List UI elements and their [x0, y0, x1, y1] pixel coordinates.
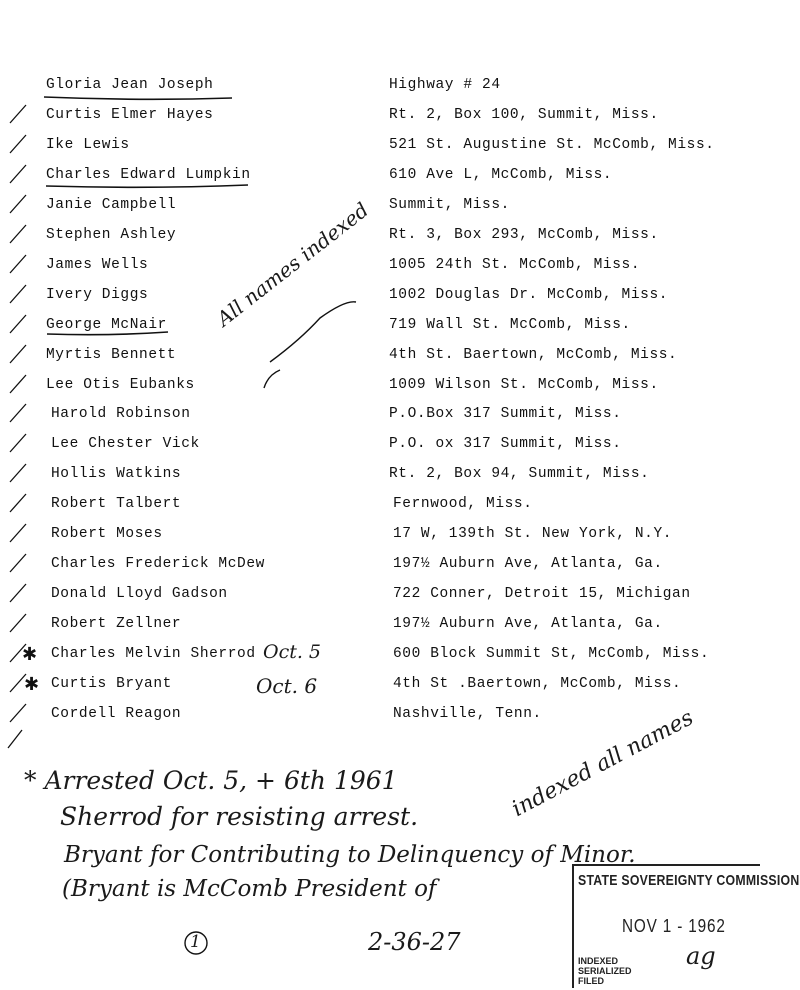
check-mark-icon	[6, 161, 30, 187]
page-number: 1	[190, 932, 201, 952]
person-name: Ivery Diggs	[46, 286, 149, 303]
roster-row	[0, 197, 763, 227]
roster-row	[0, 287, 763, 317]
person-name: Curtis Bryant	[51, 676, 172, 692]
roster-row	[0, 586, 763, 616]
roster-row	[0, 107, 763, 137]
person-address: Fernwood, Miss.	[393, 496, 533, 513]
commission-stamp	[572, 864, 800, 988]
roster-row	[0, 496, 763, 526]
margin-note: All names indexed	[212, 197, 374, 331]
check-mark-icon	[6, 371, 30, 397]
person-name: Cordell Reagon	[51, 705, 182, 722]
stamp-date: NOV 1 - 1962	[622, 916, 726, 936]
person-name: Stephen Ashley	[46, 226, 177, 243]
sherrod-arrest-date: Oct. 5	[263, 641, 322, 663]
person-address: Highway # 24	[389, 77, 501, 93]
person-address: 197½ Auburn Ave, Atlanta, Ga.	[393, 556, 663, 573]
person-address: 600 Block Summit St, McComb, Miss.	[393, 646, 710, 663]
roster-row	[0, 137, 763, 167]
person-address: 197½ Auburn Ave, Atlanta, Ga.	[393, 616, 663, 633]
roster-row	[0, 377, 763, 407]
file-number: 2-36-27	[368, 928, 461, 956]
footnote-line-3: Bryant for Contributing to Delinquency of Minor.	[64, 842, 636, 868]
footnote-line-2: Sherrod for resisting arrest.	[60, 802, 419, 831]
person-name: Robert Moses	[51, 526, 163, 543]
person-name: Charles Melvin Sherrod	[51, 646, 256, 663]
person-name: Robert Zellner	[51, 616, 182, 633]
person-name: Gloria Jean Joseph	[46, 77, 214, 93]
check-mark-icon	[6, 251, 30, 277]
person-name: Harold Robinson	[51, 406, 191, 423]
person-name: Charles Frederick McDew	[51, 556, 265, 573]
roster-row	[0, 436, 763, 466]
roster-row	[0, 466, 763, 496]
roster-row	[0, 167, 763, 197]
roster-row	[0, 556, 763, 586]
person-name: Ike Lewis	[46, 136, 130, 153]
roster-row	[0, 347, 763, 377]
roster-row	[0, 317, 763, 347]
check-mark-icon	[6, 460, 30, 486]
check-mark-icon	[6, 221, 30, 247]
footnote-line-4: (Bryant is McComb President of	[62, 876, 437, 902]
person-name: Lee Chester Vick	[51, 436, 200, 453]
person-name: Janie Campbell	[46, 196, 177, 213]
person-address: 719 Wall St. McComb, Miss.	[389, 316, 631, 333]
person-address: 4th St. Baertown, McComb, Miss.	[389, 346, 678, 363]
check-mark-icon	[6, 520, 30, 546]
roster-row	[0, 676, 763, 706]
svg-text:✱: ✱	[22, 644, 38, 665]
check-mark-icon	[6, 430, 30, 456]
roster-row	[0, 257, 763, 287]
person-name: Donald Lloyd Gadson	[51, 586, 228, 603]
person-name: Charles Edward Lumpkin	[46, 166, 251, 183]
check-mark-icon	[6, 101, 30, 127]
stamp-indexed: INDEXED	[578, 956, 619, 966]
stamp-serialized: SERIALIZED	[578, 966, 632, 976]
person-address: P.O. ox 317 Summit, Miss.	[389, 436, 622, 453]
roster-row	[0, 227, 763, 257]
person-name: Curtis Elmer Hayes	[46, 106, 214, 123]
check-mark-icon	[6, 610, 30, 636]
person-address: 610 Ave L, McComb, Miss.	[389, 166, 613, 183]
check-mark-icon	[6, 490, 30, 516]
check-mark-icon	[6, 341, 30, 367]
person-address: Summit, Miss.	[389, 196, 510, 213]
person-name: George McNair	[46, 316, 167, 333]
person-address: 1002 Douglas Dr. McComb, Miss.	[389, 286, 669, 303]
person-address: Rt. 3, Box 293, McComb, Miss.	[389, 226, 659, 243]
stamp-filed: FILED	[578, 976, 604, 986]
stamp-title: STATE SOVEREIGNTY COMMISSION	[578, 872, 800, 889]
person-address: Rt. 2, Box 94, Summit, Miss.	[389, 466, 650, 483]
check-mark-icon	[6, 131, 30, 157]
person-address: 722 Conner, Detroit 15, Michigan	[393, 586, 691, 603]
check-mark-icon	[6, 580, 30, 606]
check-mark-icon	[6, 670, 30, 696]
roster-row	[0, 526, 763, 556]
person-name: Hollis Watkins	[51, 466, 182, 483]
footnote-line-1: * Arrested Oct. 5, + 6th 1961	[24, 766, 398, 795]
check-mark-icon	[6, 550, 30, 576]
person-address: 1005 24th St. McComb, Miss.	[389, 256, 641, 273]
check-mark-icon	[6, 281, 30, 307]
roster-row	[0, 77, 763, 107]
person-address: Nashville, Tenn.	[393, 705, 542, 722]
person-address: Rt. 2, Box 100, Summit, Miss.	[389, 106, 659, 123]
check-mark-icon	[6, 311, 30, 337]
stamp-initials: ag	[686, 942, 716, 970]
roster-row	[0, 646, 763, 676]
person-address: 17 W, 139th St. New York, N.Y.	[393, 526, 673, 543]
person-address: 4th St .Baertown, McComb, Miss.	[393, 676, 682, 692]
person-name: James Wells	[46, 256, 149, 273]
side-note: indexed all names	[508, 705, 698, 823]
check-mark-icon	[6, 700, 30, 726]
bryant-arrest-date: Oct. 6	[256, 674, 318, 698]
person-name: Lee Otis Eubanks	[46, 376, 195, 393]
roster-row	[0, 406, 763, 436]
person-address: 521 St. Augustine St. McComb, Miss.	[389, 136, 715, 153]
person-address: 1009 Wilson St. McComb, Miss.	[389, 376, 659, 393]
person-name: Robert Talbert	[51, 496, 182, 513]
svg-text:✱: ✱	[24, 674, 40, 695]
check-mark-icon	[6, 640, 30, 666]
person-address: P.O.Box 317 Summit, Miss.	[389, 406, 622, 423]
check-mark-icon	[6, 400, 30, 426]
roster-row	[0, 616, 763, 646]
person-name: Myrtis Bennett	[46, 346, 177, 363]
check-mark-icon	[6, 191, 30, 217]
